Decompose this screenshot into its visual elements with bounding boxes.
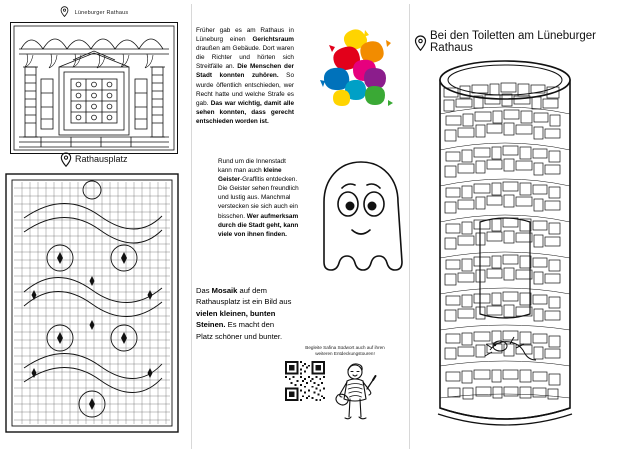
- text-block-gerichtsraum: [196, 26, 294, 126]
- mosaic-line-drawing: [4, 172, 180, 434]
- credit-line-2: weiteren Entdeckungstouren!: [315, 351, 375, 357]
- qr-row: [285, 361, 405, 423]
- text-b-plain-1: Rund um die Innenstadt kann man auch: [218, 158, 286, 175]
- text-a-plain-3: So wurde öffentlich entschieden, wer Recht hatte und welche Strafe es gab.: [196, 72, 294, 107]
- text-a-bold-3: Das war wichtig, damit alle sehen konnten, dass gerecht entschieden worden ist.: [196, 99, 295, 125]
- qr-code[interactable]: [285, 361, 325, 401]
- text-b-bold-2: Wer aufmerksam durch die Stadt geht, kann viele von ihnen finden.: [218, 212, 299, 238]
- toilet-column-drawing: [432, 54, 578, 438]
- map-pin-icon: [60, 6, 71, 20]
- credit-line-1: Begleite Safina Südwort auch auf ihren: [305, 345, 385, 350]
- fold-line-left: [191, 4, 192, 449]
- text-a-bold-1: Gerichtsraum: [252, 36, 294, 44]
- toilets-heading: Bei den Toiletten am Lüneburger Rathaus: [430, 30, 597, 54]
- text-a-bold-2: Die Menschen der Stadt konnten zuhören.: [196, 63, 294, 80]
- toilets-heading-row: [414, 30, 641, 54]
- rathausplatz-caption-row: [60, 152, 180, 166]
- text-c-plain-2: auf dem Rathausplatz ist ein Bild aus: [196, 286, 292, 307]
- text-a-plain-1: Früher gab es am Rathaus in Lüneburg einen: [196, 27, 294, 44]
- text-b-bold-1: kleine Geister: [218, 167, 282, 184]
- text-block-geister: [218, 157, 300, 239]
- rathaus-caption: Lüneburger Rathaus: [74, 10, 129, 16]
- map-pin-icon: [60, 152, 71, 166]
- map-pin-icon: [414, 35, 425, 49]
- text-c-bold-1: Mosaik: [211, 286, 238, 295]
- text-b-plain-2: -Graffitis entdecken. Die Geister sehen freundlich und lustig aus. Manchmal verstecken sie sich auch ein bisschen.: [218, 176, 299, 220]
- credit-block: [285, 345, 405, 423]
- text-a-plain-2: draußen am Gebäude. Dort waren die Richter und hörten sich Streitfälle an.: [196, 45, 294, 71]
- paint-splash-graphic: [318, 28, 402, 110]
- artist-figure-drawing: [333, 361, 379, 423]
- rathaus-caption-row: [10, 6, 178, 20]
- panel-rathaus: [10, 6, 178, 154]
- text-c-plain-1: Das: [196, 286, 212, 295]
- panel-rathausplatz-caption: [60, 152, 180, 166]
- text-block-mosaik: [196, 285, 292, 342]
- text-c-bold-2: vielen kleinen, bunten Steinen.: [196, 308, 276, 330]
- rathausplatz-caption: Rathausplatz: [75, 154, 128, 164]
- credit-text: [285, 345, 405, 357]
- text-c-plain-3: Es macht den Platz schöner und bunter.: [196, 320, 283, 341]
- rathaus-line-drawing: [10, 22, 178, 154]
- ghost-graffiti-drawing: [312, 158, 410, 283]
